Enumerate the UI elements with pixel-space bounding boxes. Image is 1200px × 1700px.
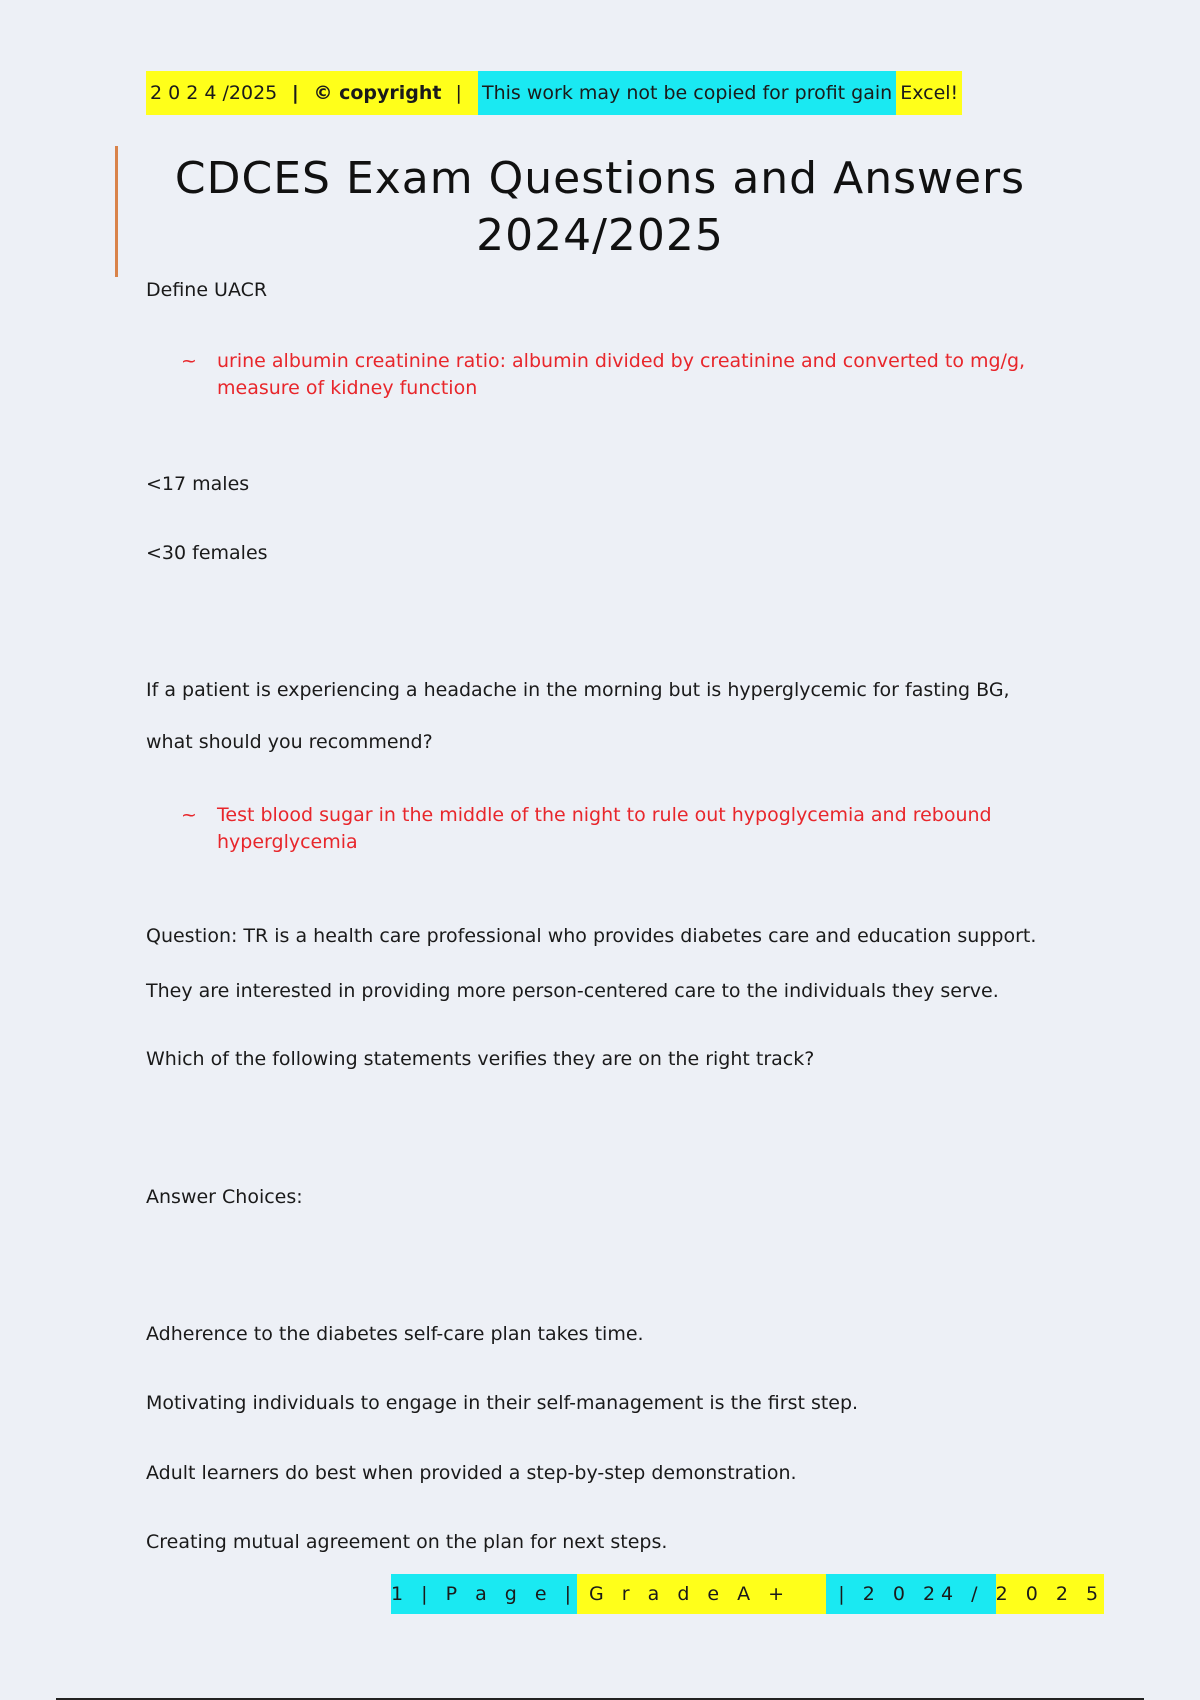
question-tr-line-1: Question: TR is a health care professional who provides diabetes care and education support. [146,925,1037,947]
question-headache-line-2: what should you recommend? [146,731,433,753]
copyright-header [146,71,962,115]
header-excel: Excel! [896,71,962,115]
footer-year-1: | 2 0 24 / [826,1574,995,1614]
question-tr-line-2: They are interested in providing more person-centered care to the individuals they serve. [146,980,999,1002]
question-headache-line-1: If a patient is experiencing a headache in the morning but is hyperglycemic for fasting BG, [146,679,1010,701]
question-uacr: Define UACR [146,279,268,301]
answer-uacr [181,348,1025,402]
note-males: <17 males [146,473,250,495]
header-copyright: © copyright [309,71,445,115]
answer-bullet: ~ [181,350,197,372]
question-tr-line-3: Which of the following statements verifies they are on the right track? [146,1048,815,1070]
page-title [146,150,1054,264]
answer-choice: Adherence to the diabetes self-care plan takes time. [146,1323,644,1345]
header-separator: | [281,71,309,115]
footer-page-number: 1 | P a g e | [391,1574,577,1614]
answer-line: urine albumin creatinine ratio: albumin divided by creatinine and converted to mg/g, [217,350,1026,372]
title-accent-bar [115,146,118,277]
header-year: 2 0 2 4 /2025 [146,71,281,115]
answer-line: Test blood sugar in the middle of the night to rule out hypoglycemia and rebound [217,804,992,826]
answer-line: hyperglycemia [217,831,358,853]
answer-headache [181,802,992,856]
header-notice: This work may not be copied for profit gain [478,71,896,115]
title-line-1: CDCES Exam Questions and Answers [174,153,1026,204]
answer-choice: Motivating individuals to engage in their self-management is the first step. [146,1392,859,1414]
answer-choices-label: Answer Choices: [146,1186,303,1208]
title-line-2: 2024/2025 [476,210,724,261]
answer-choice: Adult learners do best when provided a step-by-step demonstration. [146,1462,797,1484]
page-footer [391,1574,1104,1614]
footer-grade: G r a d e A + [577,1574,826,1614]
header-separator: | [445,71,478,115]
answer-bullet: ~ [181,804,197,826]
answer-choice: Creating mutual agreement on the plan for next steps. [146,1531,668,1553]
answer-line: measure of kidney function [217,377,478,399]
note-females: <30 females [146,542,268,564]
footer-year-2: 2 0 2 5 [996,1574,1104,1614]
